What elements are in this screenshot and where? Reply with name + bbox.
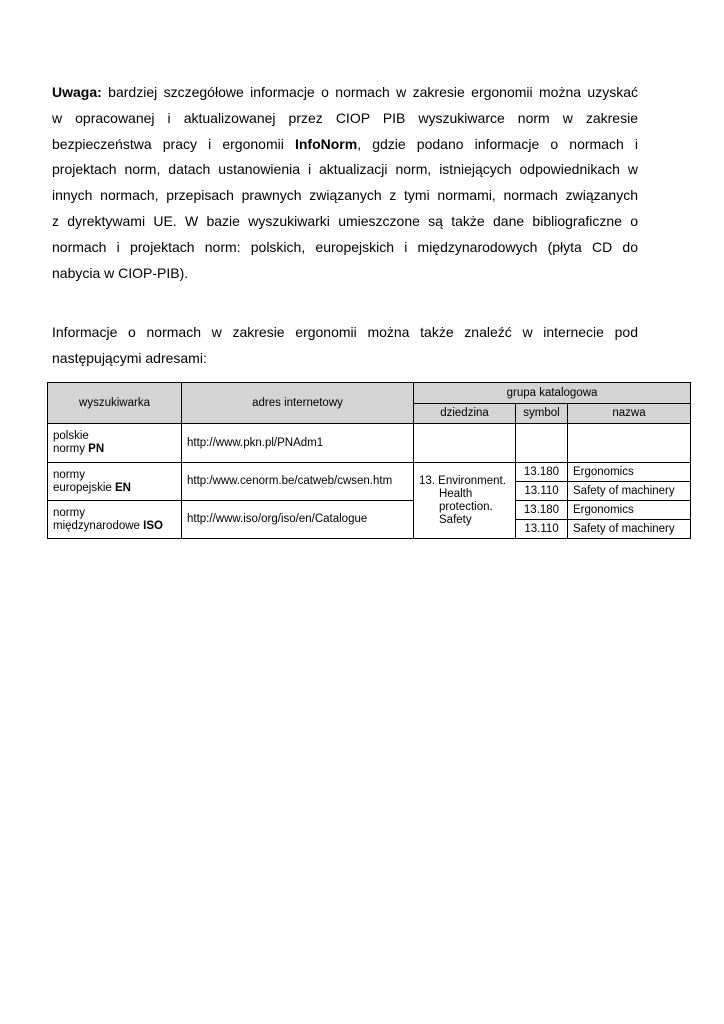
header-symbol: symbol — [516, 404, 568, 424]
text-line: normach i projektach norm: polskich, europejskich i międzynarodowych (płyta CD do — [52, 238, 638, 255]
text-line: Informacje o normach w zakresie ergonomii można także znaleźć w internecie pod — [52, 324, 638, 340]
search-cell: normy międzynarodowe ISO — [48, 501, 182, 539]
header-name: nazwa — [568, 404, 691, 424]
header-field: dziedzina — [414, 404, 516, 424]
text-line: z dyrektywami UE. W bazie wyszukiwarki umieszczone są także dane bibliograficzne o — [52, 212, 638, 229]
symbol-cell: 13.180 — [516, 501, 568, 520]
name-cell: Ergonomics — [568, 463, 691, 482]
name-cell: Safety of machinery — [568, 482, 691, 501]
url-link[interactable]: http:/www.cenorm.be/catweb/cwsen.htm — [182, 463, 414, 501]
header-search: wyszukiwarka — [48, 383, 182, 424]
field-cell: 13. Environment. Health protection. Safety — [414, 463, 516, 539]
note-paragraph — [52, 80, 638, 286]
search-cell: polskie normy PN — [48, 424, 182, 463]
url-link[interactable]: http://www.pkn.pl/PNAdm1 — [182, 424, 414, 463]
name-cell: Safety of machinery — [568, 520, 691, 539]
symbol-cell: 13.180 — [516, 463, 568, 482]
text-line: w opracowanej i aktualizowanej przez CIOP PIB wyszukiwarce norm w zakresie — [52, 109, 638, 126]
text-line: następującymi adresami: — [52, 349, 207, 366]
symbol-cell: 13.110 — [516, 520, 568, 539]
search-cell: normy europejskie EN — [48, 463, 182, 501]
note-label: Uwaga: — [52, 84, 102, 100]
table-row — [48, 463, 691, 482]
text-line: bezpieczeństwa pracy i ergonomii InfoNorm, gdzie podano informacje o normach i — [52, 135, 638, 152]
catalog-table — [47, 382, 691, 539]
table-row — [48, 424, 691, 463]
symbol-cell: 13.110 — [516, 482, 568, 501]
header-group: grupa katalogowa — [414, 383, 691, 404]
text-line: Uwaga: bardziej szczegółowe informacje o normach w zakresie ergonomii można uzyskać — [52, 84, 638, 100]
table-row — [48, 501, 691, 520]
name-cell: Ergonomics — [568, 501, 691, 520]
internet-paragraph — [52, 320, 638, 372]
text-line: projektach norm, datach ustanowienia i aktualizacji norm, istniejących odpowiednikach w — [52, 161, 638, 178]
header-address: adres internetowy — [182, 383, 414, 424]
url-link[interactable]: http://www.iso/org/iso/en/Catalogue — [182, 501, 414, 539]
text-line: innych normach, przepisach prawnych związanych z tymi normami, normach związanych — [52, 187, 638, 204]
infonorm-name: InfoNorm — [294, 135, 358, 152]
text-line: nabycia w CIOP-PIB). — [52, 264, 189, 281]
